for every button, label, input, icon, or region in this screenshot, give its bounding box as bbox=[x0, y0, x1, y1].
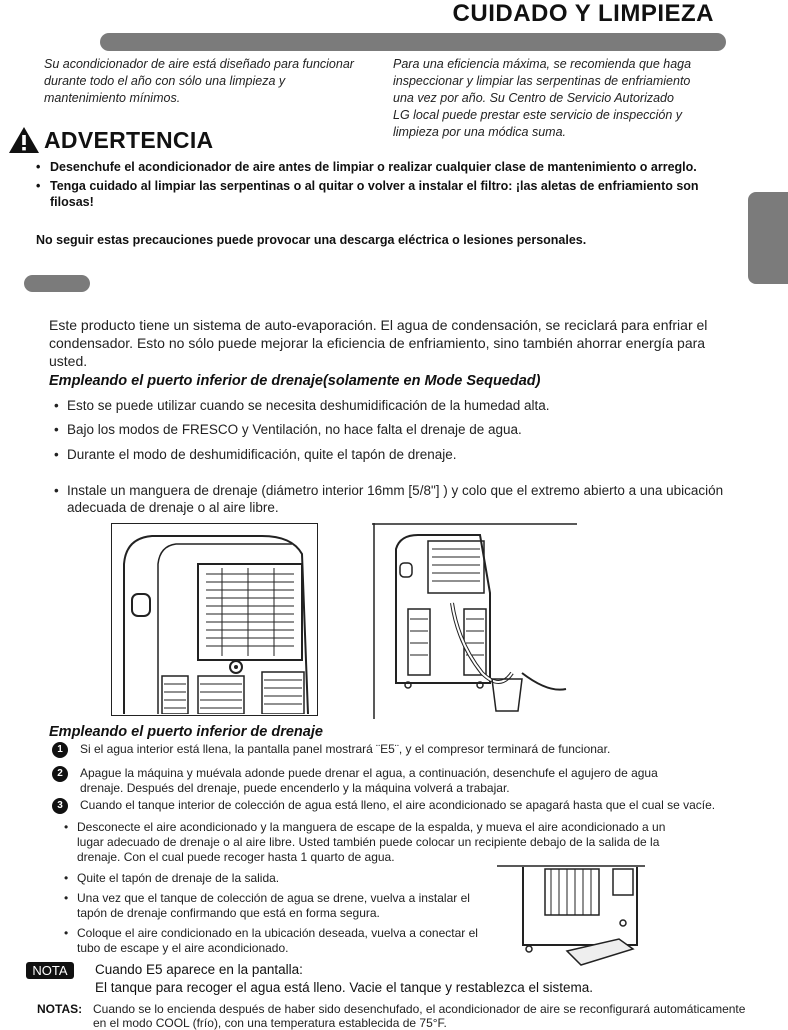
drain-hose-drawing bbox=[372, 523, 577, 719]
list-item: • Desconecte el aire acondicionado y la manguera de escape de la espalda, y mueva el aire acondicionado a un lugar adecuado de drenaje o al aire libre. Usted también puede colocar un recipiente debajo de la salida de la drenaje. Con el cual puede recoger hasta 1 quarto de agua. bbox=[64, 820, 666, 864]
notas-text: Cuando se lo encienda después de haber sido desenchufado, el acondicionador de aire se reconfigurará automáticamente en el modo COOL (frío), con una temperatura establecida de 75°F. bbox=[93, 1002, 746, 1030]
list-item: • Una vez que el tanque de colección de agua se drene, vuelva a instalar el tapón de drenaje confirmando que está en forma segura. bbox=[64, 891, 470, 920]
nota-line: Cuando E5 aparece en la pantalla: bbox=[95, 962, 303, 977]
page-title: CUIDADO Y LIMPIEZA bbox=[452, 0, 714, 27]
list-item: • Quite el tapón de drenaje de la salida. bbox=[64, 871, 280, 885]
intro-right-text: Para una eficiencia máxima, se recomienda que haga inspeccionar y limpiar las serpentinas de enfriamiento una vez por año. Su Centro de Servicio Autorizado LG local puede prestar este servicio de inspección y limpieza por una módica suma. bbox=[393, 57, 692, 139]
nota-badge: NOTA bbox=[26, 962, 74, 979]
unit-back-drawing bbox=[112, 524, 316, 714]
drain-paragraph: Este producto tiene un sistema de auto-evaporación. El agua de condensación, se reciclará para enfriar el condensador. Esto no sólo puede mejorar la eficiencia de enfriamiento, sino también ahorrar energía para usted. bbox=[49, 317, 708, 369]
drain-tray-drawing bbox=[497, 865, 645, 975]
warning-icon bbox=[8, 126, 40, 154]
drain-tray-illustration bbox=[497, 865, 645, 975]
section-side-tab bbox=[748, 192, 788, 284]
list-item: • Bajo los modos de FRESCO y Ventilación, no hace falta el drenaje de agua. bbox=[54, 422, 522, 437]
list-item: • Esto se puede utilizar cuando se necesita deshumidificación de la humedad alta. bbox=[54, 398, 550, 413]
warning-heading bbox=[8, 126, 213, 154]
title-bar bbox=[100, 33, 726, 51]
warning-item: • Tenga cuidado al limpiar las serpentinas o al quitar o volver a instalar el filtro: ¡las aletas de enfriamiento son filosas! bbox=[36, 178, 716, 210]
list-item: • Instale un manguera de drenaje (diámetro interior 16mm [5/8"] ) y colo que el extremo abierto a una ubicación adecuada de drenaje o al aire libre. bbox=[54, 483, 724, 515]
drain-port-subheading: Empleando el puerto inferior de drenaje bbox=[49, 724, 323, 740]
warning-consequence: No seguir estas precauciones puede provocar una descarga eléctrica o lesiones personales. bbox=[36, 233, 587, 247]
notas-label: NOTAS: bbox=[37, 1002, 83, 1016]
intro-left-text: Su acondicionador de aire está diseñado para funcionar durante todo el año con sólo una limpieza y mantenimiento mínimos. bbox=[44, 57, 354, 105]
section-label-pill bbox=[24, 275, 90, 292]
list-item: • Coloque el aire condicionado en la ubicación deseada, vuelva a conectar el tubo de escape y el aire acondicionado. bbox=[64, 926, 478, 955]
warning-item: • Desenchufe el acondicionador de aire antes de limpiar o realizar cualquier clase de mantenimiento o arreglo. bbox=[36, 159, 716, 175]
step-item: 1 Si el agua interior está llena, la pantalla panel mostrará ¨E5¨, y el compresor terminará de funcionar. bbox=[52, 742, 692, 757]
nota-line: El tanque para recoger el agua está lleno. Vacie el tanque y restablezca el sistema. bbox=[95, 980, 594, 995]
warning-title: ADVERTENCIA bbox=[44, 126, 214, 153]
step-item: 2 Apague la máquina y muévala adonde puede drenar el agua, a continuación, desenchufe el agujero de agua drenaje. Después del drenaje, puede encenderlo y la máquina volverá a trabajar. bbox=[52, 766, 692, 796]
nota-text bbox=[95, 961, 655, 997]
drain-subheading: Empleando el puerto inferior de drenaje(solamente en Mode Sequedad) bbox=[49, 373, 541, 389]
drain-hose-illustration bbox=[372, 523, 577, 719]
unit-back-illustration bbox=[111, 523, 318, 716]
step-item: 3 Cuando el tanque interior de colección de agua está lleno, el aire acondicionado se apagará hasta que el cual se vacíe. bbox=[52, 798, 752, 813]
list-item: • Durante el modo de deshumidificación, quite el tapón de drenaje. bbox=[54, 447, 457, 462]
warning-list bbox=[36, 159, 716, 213]
